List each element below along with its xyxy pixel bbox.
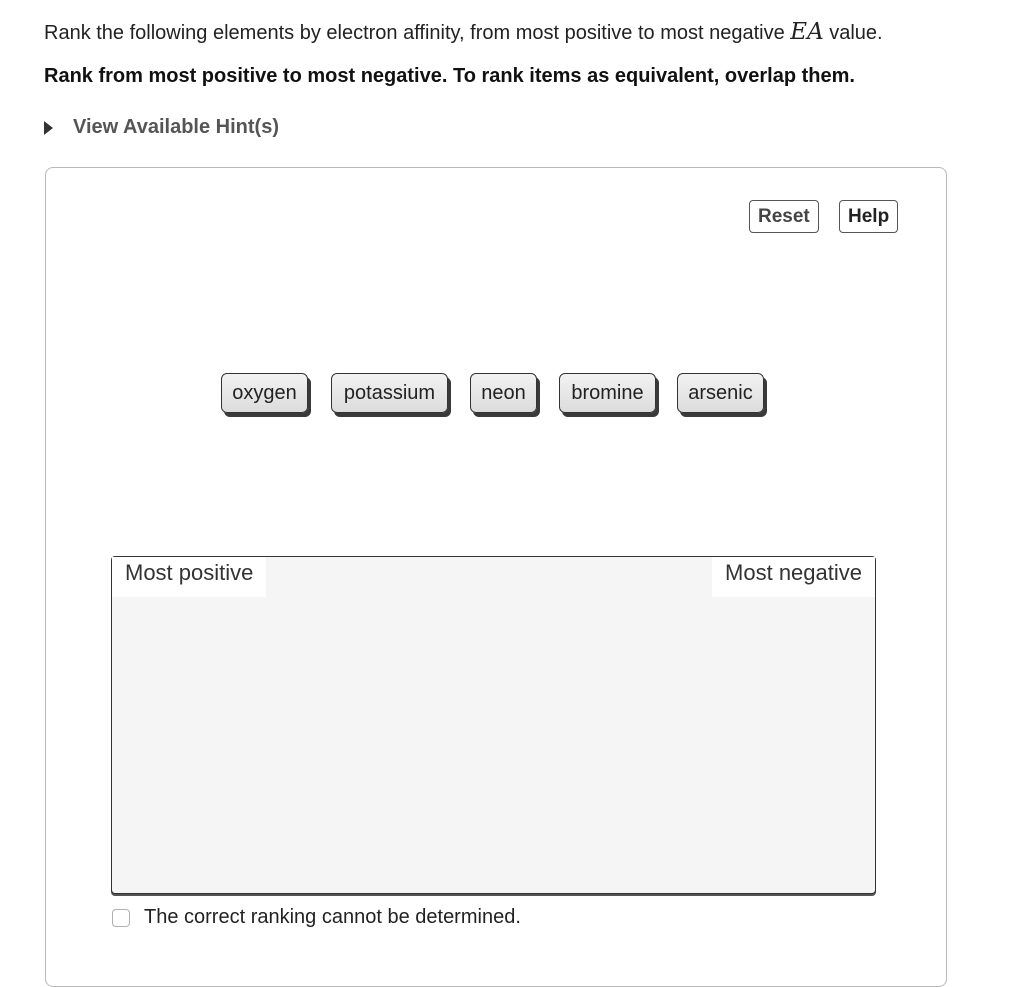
rank-item-oxygen[interactable]: oxygen	[221, 373, 308, 413]
question-text-after: value.	[823, 22, 883, 44]
help-button[interactable]: Help	[839, 200, 898, 233]
rank-item-potassium[interactable]: potassium	[331, 373, 448, 413]
cannot-determine-checkbox[interactable]	[112, 909, 130, 927]
rank-item-bromine[interactable]: bromine	[559, 373, 656, 413]
cannot-determine-row[interactable]	[112, 906, 521, 929]
question-text	[44, 18, 883, 47]
ea-variable: EA	[790, 19, 824, 45]
caret-right-icon	[44, 121, 53, 135]
ranking-panel	[45, 167, 947, 987]
most-negative-label: Most negative	[712, 557, 875, 597]
rank-item-neon[interactable]: neon	[470, 373, 537, 413]
question-text-before: Rank the following elements by electron affinity, from most positive to most negative	[44, 22, 791, 44]
cannot-determine-label: The correct ranking cannot be determined.	[144, 906, 521, 928]
view-hints-toggle[interactable]	[44, 116, 279, 139]
most-positive-label: Most positive	[112, 557, 266, 597]
ranking-dropzone[interactable]	[111, 556, 876, 894]
reset-button[interactable]: Reset	[749, 200, 819, 233]
rank-item-arsenic[interactable]: arsenic	[677, 373, 764, 413]
view-hints-label: View Available Hint(s)	[73, 116, 279, 138]
ranking-instruction: Rank from most positive to most negative. To rank items as equivalent, overlap them.	[44, 65, 855, 87]
